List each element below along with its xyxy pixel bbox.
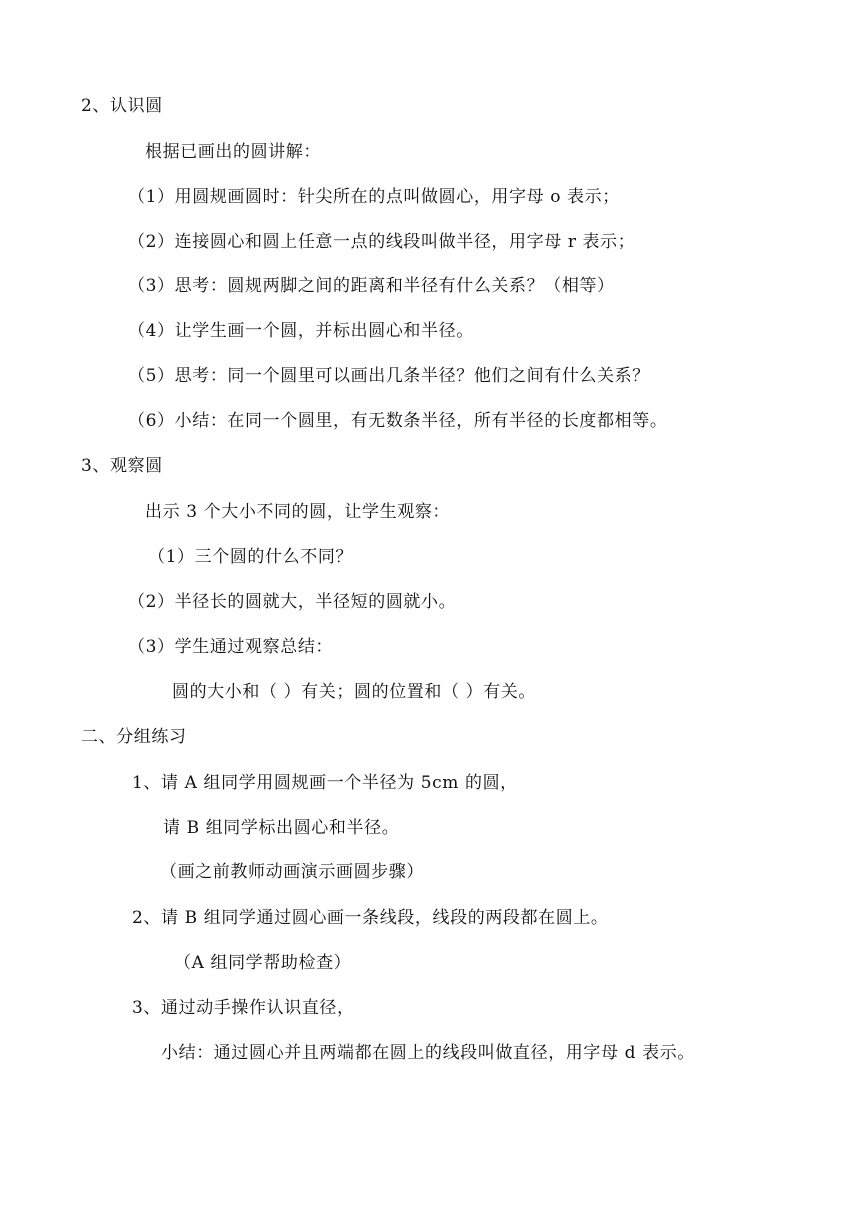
paragraph-intro: 根据已画出的圆讲解： bbox=[145, 142, 321, 162]
practice-item-1-note: （画之前教师动画演示画圆步骤） bbox=[160, 862, 424, 882]
observe-item-2: （2）半径长的圆就大，半径短的圆就小。 bbox=[128, 592, 457, 612]
list-item-3: （3）思考：圆规两脚之间的距离和半径有什么关系？（相等） bbox=[128, 276, 615, 296]
practice-item-2-note: （A 组同学帮助检查） bbox=[174, 953, 352, 973]
paragraph-show-circles: 出示 3 个大小不同的圆，让学生观察： bbox=[145, 502, 451, 522]
practice-item-1: 1、请 A 组同学用圆规画一个半径为 5cm 的圆， bbox=[132, 773, 518, 793]
practice-item-2: 2、请 B 组同学通过圆心画一条线段，线段的两段都在圆上。 bbox=[132, 908, 609, 928]
section-heading-group-practice: 二、分组练习 bbox=[81, 727, 187, 747]
section-heading-observe-circle: 3、观察圆 bbox=[81, 456, 163, 476]
list-item-2: （2）连接圆心和圆上任意一点的线段叫做半径，用字母 r 表示； bbox=[128, 232, 636, 252]
list-item-6: （6）小结：在同一个圆里，有无数条半径，所有半径的长度都相等。 bbox=[128, 411, 668, 431]
practice-item-1-continued: 请 B 组同学标出圆心和半径。 bbox=[163, 818, 400, 838]
section-heading-recognize-circle: 2、认识圆 bbox=[81, 96, 163, 116]
list-item-5: （5）思考：同一个圆里可以画出几条半径？他们之间有什么关系？ bbox=[128, 366, 650, 386]
list-item-4: （4）让学生画一个圆，并标出圆心和半径。 bbox=[128, 321, 474, 341]
observe-item-1: （1）三个圆的什么不同？ bbox=[148, 547, 354, 567]
practice-item-3: 3、通过动手操作认识直径， bbox=[132, 998, 355, 1018]
list-item-1: （1）用圆规画圆时：针尖所在的点叫做圆心，用字母 o 表示； bbox=[128, 187, 620, 207]
observe-item-3: （3）学生通过观察总结： bbox=[128, 637, 334, 657]
fill-in-blank-sentence: 圆的大小和（ ）有关；圆的位置和（ ）有关。 bbox=[172, 682, 537, 702]
summary-diameter: 小结：通过圆心并且两端都在圆上的线段叫做直径，用字母 d 表示。 bbox=[161, 1043, 695, 1063]
